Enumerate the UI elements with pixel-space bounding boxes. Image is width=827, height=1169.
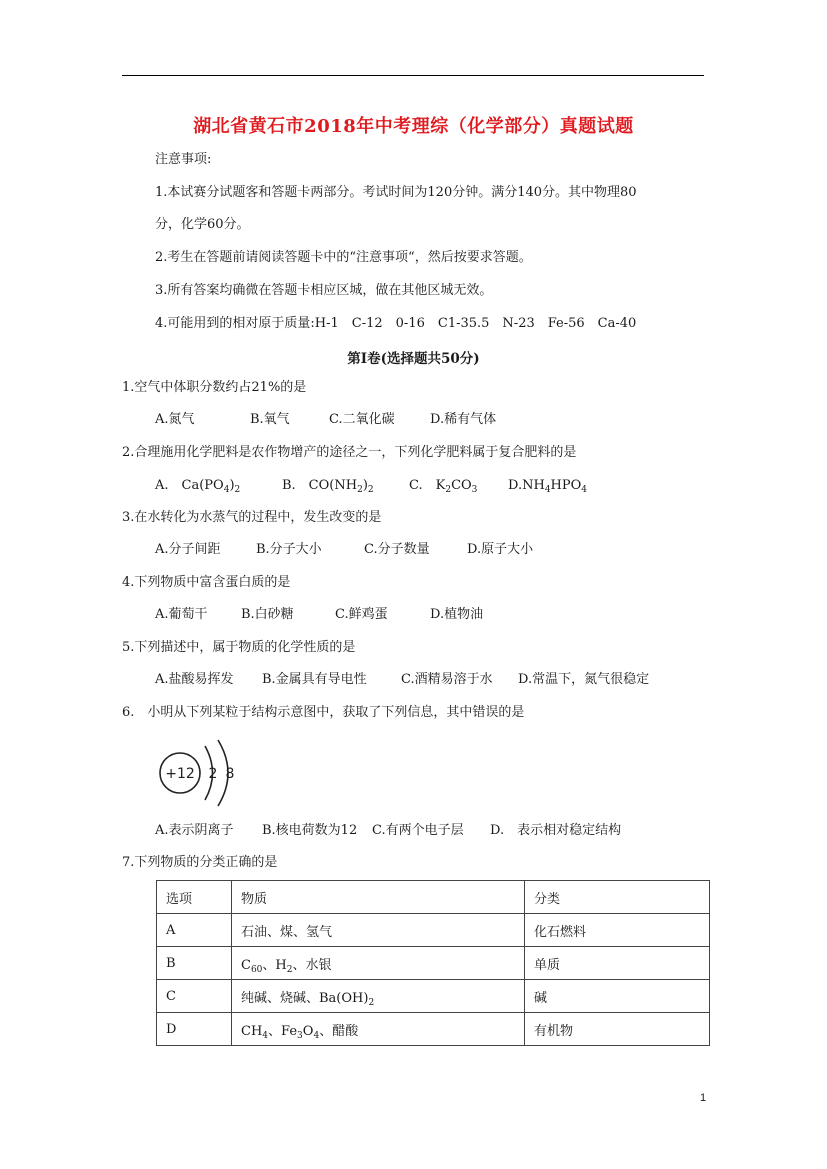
q5-stem: 5.下列描述中，属于物质的化学性质的是 — [122, 640, 356, 655]
q4-option-c: C.鲜鸡蛋 — [335, 607, 388, 622]
row-category: 有机物 — [525, 1013, 710, 1046]
q6-stem: 6. 小明从下列某粒于结构示意图中，获取了下列信息，其中错误的是 — [122, 705, 525, 720]
row-category: 碱 — [525, 980, 710, 1013]
row-category: 单质 — [525, 947, 710, 980]
q1-option-d: D.稀有气体 — [430, 412, 497, 427]
q2-option-a: A. $Ca(PO_4)_2$ — [155, 478, 241, 495]
q5-option-b: B.金属具有导电性 — [262, 672, 367, 687]
q2-options — [155, 478, 587, 494]
table-row — [157, 980, 710, 1013]
q6-option-d: D. 表示相对稳定结构 — [490, 823, 622, 838]
row-substance: $CH_4$、$Fe_3O_4$、醋酸 — [232, 1013, 525, 1046]
q2-stem: 2.合理施用化学肥料是农作物增产的途径之一，下列化学肥料属于复合肥料的是 — [122, 445, 577, 460]
note-1a: 1.本试赛分试题客和答题卡两部分。考试时间为120分钟。满分140分。其中物理80 — [155, 185, 637, 200]
classification-table — [156, 880, 710, 1046]
q3-option-d: D.原子大小 — [467, 542, 534, 557]
row-substance: 纯碱、烧碱、$Ba(OH)_2$ — [232, 980, 525, 1013]
q3-stem: 3.在水转化为水蒸气的过程中，发生改变的是 — [122, 510, 382, 525]
q3-options — [155, 542, 533, 558]
q1-options — [155, 412, 496, 428]
q5-options — [155, 672, 649, 688]
page-title: 湖北省黄石市2018年中考理综（化学部分）真题试题 — [193, 116, 634, 137]
note-1b: 分，化学60分。 — [155, 217, 250, 232]
shell-1-electrons: 2 — [208, 766, 218, 782]
row-option: C — [157, 980, 232, 1013]
q4-option-a: A.葡萄干 — [155, 607, 208, 622]
q2-option-d: $D.NH_4HPO_4$ — [508, 478, 588, 495]
header-category: 分类 — [525, 881, 710, 914]
section-title: 第Ⅰ卷(选择题共50分) — [347, 351, 480, 367]
header-rule — [122, 75, 704, 76]
q6-options — [155, 823, 621, 839]
row-category: 化石燃料 — [525, 914, 710, 947]
q4-stem: 4.下列物质中富含蛋白质的是 — [122, 575, 291, 590]
q5-option-d: D.常温下，氮气很稳定 — [518, 672, 650, 687]
atomic-structure-diagram — [150, 738, 250, 808]
q2-option-c: C. $K_2CO_3$ — [409, 478, 478, 495]
q4-option-b: B.白砂糖 — [241, 607, 294, 622]
note-3: 3.所有答案均确微在答题卡相应区城，做在其他区城无效。 — [155, 283, 493, 298]
table-row — [157, 947, 710, 980]
q3-option-c: C.分子数量 — [364, 542, 430, 557]
q5-option-c: C.酒精易溶于水 — [401, 672, 493, 687]
note-2: 2.考生在答题前请阅读答题卡中的“注意事项“，然后按要求答题。 — [155, 250, 532, 265]
nucleus-charge: +12 — [165, 766, 195, 782]
q4-options — [155, 607, 483, 623]
q3-option-b: B.分子大小 — [256, 542, 322, 557]
q5-option-a: A.盐酸易挥发 — [155, 672, 234, 687]
row-option: A — [157, 914, 232, 947]
q6-option-c: C.有两个电子层 — [372, 823, 464, 838]
row-substance: 石油、煤、氢气 — [232, 914, 525, 947]
q7-stem: 7.下列物质的分类正确的是 — [122, 855, 278, 870]
q1-option-b: B.氧气 — [250, 412, 290, 427]
q1-stem: 1.空气中体职分数约占21%的是 — [122, 380, 307, 395]
header-substance: 物质 — [232, 881, 525, 914]
table-header-row — [157, 881, 710, 914]
q6-option-b: B.核电荷数为12 — [262, 823, 358, 838]
row-substance: $C_{60}$、$H_2$、水银 — [232, 947, 525, 980]
table-row — [157, 1013, 710, 1046]
note-4: 4.可能用到的相对原于质量:H-1 C-12 0-16 C1-35.5 N-23 Fe-56 Ca-40 — [155, 316, 637, 331]
row-option: D — [157, 1013, 232, 1046]
header-option: 选项 — [157, 881, 232, 914]
table-row — [157, 914, 710, 947]
q1-option-c: C.二氧化碳 — [329, 412, 395, 427]
page-number: 1 — [700, 1092, 707, 1104]
row-option: B — [157, 947, 232, 980]
q2-option-b: B. $CO(NH_2)_2$ — [282, 478, 374, 495]
q3-option-a: A.分子间距 — [155, 542, 221, 557]
notes-heading: 注意事项: — [155, 152, 212, 167]
q4-option-d: D.植物油 — [430, 607, 484, 622]
q6-option-a: A.表示阴离子 — [155, 823, 234, 838]
q1-option-a: A.氮气 — [155, 412, 195, 427]
shell-2-electrons: 8 — [225, 766, 235, 782]
